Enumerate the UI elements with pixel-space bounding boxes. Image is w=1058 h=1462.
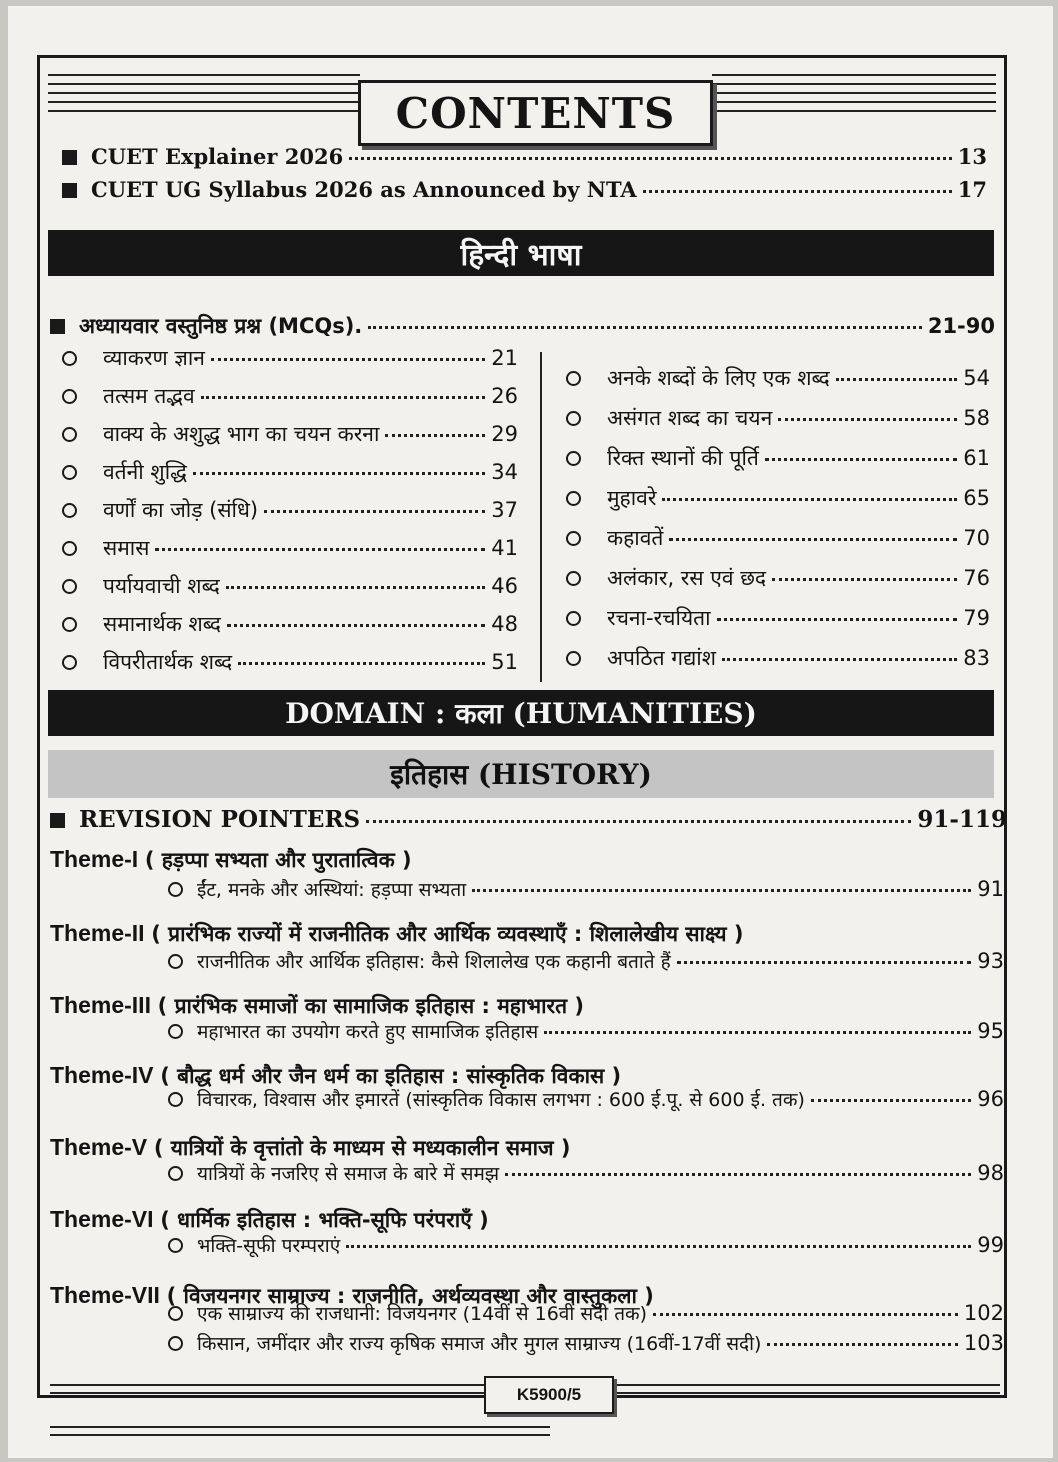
leader-dots: [767, 1343, 957, 1346]
toc-row-hindi-left-4[interactable]: [62, 458, 518, 486]
toc-label: एक साम्राज्य की राजधानी: विजयनगर (14वीं से 16वीं सदी तक): [197, 1303, 648, 1325]
section-band-domain: DOMAIN : कला (HUMANITIES): [48, 690, 994, 736]
toc-label: समानार्थक शब्द: [103, 612, 221, 636]
leader-dots: [653, 1313, 958, 1316]
toc-row-hindi-left-6[interactable]: [62, 534, 518, 562]
toc-page: 102: [963, 1301, 1004, 1325]
toc-row-hindi-right-5[interactable]: [566, 524, 990, 552]
leader-dots: [677, 961, 972, 964]
toc-row-cuet-explainer[interactable]: [62, 144, 987, 169]
circle-bullet-icon: [62, 427, 77, 442]
theme-title: ( विजयनगर साम्राज्य : राजनीति, अर्थव्यवस्था और वास्तुकला ): [166, 1284, 654, 1308]
header-rules-right: [712, 74, 996, 122]
toc-label: विचारक, विश्वास और इमारतें (सांस्कृतिक विकास लगभग : 600 ई.पू. से 600 ई. तक): [197, 1089, 805, 1111]
leader-dots: [662, 498, 957, 501]
toc-page: 79: [963, 606, 990, 630]
leader-dots: [472, 889, 971, 892]
toc-label: कहावतें: [607, 526, 664, 550]
circle-bullet-icon: [62, 579, 77, 594]
circle-bullet-icon: [62, 655, 77, 670]
toc-label: अनके शब्दों के लिए एक शब्द: [607, 366, 830, 390]
toc-row-hindi-left-8[interactable]: [62, 610, 518, 638]
toc-label: अध्यायवार वस्तुनिष्ठ प्रश्न (MCQs).: [79, 314, 363, 338]
theme-heading-6: [50, 1206, 489, 1234]
circle-bullet-icon: [168, 1024, 183, 1039]
toc-row-hindi-right-2[interactable]: [566, 404, 990, 432]
circle-bullet-icon: [62, 389, 77, 404]
toc-row-hindi-mcqs[interactable]: [50, 312, 995, 340]
circle-bullet-icon: [566, 571, 581, 586]
toc-page: 37: [491, 498, 518, 522]
circle-bullet-icon: [62, 541, 77, 556]
leader-dots: [264, 510, 485, 513]
toc-row-revision-pointers[interactable]: [50, 806, 1007, 833]
toc-page: 51: [491, 650, 518, 674]
toc-label: रिक्त स्थानों की पूर्ति: [607, 446, 759, 470]
toc-label: भक्ति-सूफी परम्पराएं: [197, 1235, 341, 1257]
circle-bullet-icon: [168, 954, 183, 969]
circle-bullet-icon: [566, 411, 581, 426]
toc-page: 103: [963, 1331, 1004, 1355]
toc-label: किसान, जमींदार और राज्य कृषिक समाज और मुगल साम्राज्य (16वीं-17वीं सदी): [197, 1333, 762, 1355]
toc-label: ईंट, मनके और अस्थियां: हड़प्पा सभ्यता: [197, 879, 467, 901]
toc-page: 41: [491, 536, 518, 560]
circle-bullet-icon: [566, 651, 581, 666]
circle-bullet-icon: [168, 1092, 183, 1107]
theme-title: ( बौद्ध धर्म और जैन धर्म का इतिहास : सांस्कृतिक विकास ): [160, 1064, 622, 1088]
toc-row-hindi-right-6[interactable]: [566, 564, 990, 592]
leader-dots: [505, 1173, 971, 1176]
section-band-hindi: हिन्दी भाषा: [48, 230, 994, 276]
toc-page: 93: [977, 949, 1004, 973]
leader-dots: [772, 578, 957, 581]
toc-page: 83: [963, 646, 990, 670]
toc-row-cuet-syllabus[interactable]: [62, 177, 987, 202]
section-band-history: इतिहास (HISTORY): [48, 750, 994, 798]
square-bullet-icon: [62, 183, 77, 198]
toc-row-hindi-left-3[interactable]: [62, 420, 518, 448]
toc-row-hindi-left-7[interactable]: [62, 572, 518, 600]
leader-dots: [346, 1245, 971, 1248]
toc-row-theme-7-item-1[interactable]: [168, 1300, 1004, 1326]
toc-label: CUET Explainer 2026: [91, 144, 344, 169]
toc-row-theme-2-item-1[interactable]: [168, 948, 1004, 974]
toc-row-theme-3-item-1[interactable]: [168, 1018, 1004, 1044]
circle-bullet-icon: [566, 531, 581, 546]
circle-bullet-icon: [62, 465, 77, 480]
circle-bullet-icon: [566, 611, 581, 626]
theme-title: ( यात्रियों के वृत्तांतो के माध्यम से मध्यकालीन समाज ): [153, 1136, 571, 1160]
leader-dots: [227, 624, 485, 627]
leader-dots: [211, 358, 485, 361]
toc-page: 96: [977, 1087, 1004, 1111]
toc-page: 98: [977, 1161, 1004, 1185]
leader-dots: [765, 458, 957, 461]
square-bullet-icon: [50, 319, 65, 334]
toc-row-theme-7-item-2[interactable]: [168, 1330, 1004, 1356]
toc-page: 99: [977, 1233, 1004, 1257]
toc-row-hindi-left-2[interactable]: [62, 382, 518, 410]
toc-label: रचना-रचयिता: [607, 606, 711, 630]
circle-bullet-icon: [566, 371, 581, 386]
toc-row-hindi-left-5[interactable]: [62, 496, 518, 524]
contents-title: CONTENTS: [358, 80, 713, 146]
theme-title: ( हड़प्पा सभ्यता और पुरातात्विक ): [144, 848, 412, 872]
toc-page: 70: [963, 526, 990, 550]
toc-label: समास: [103, 536, 150, 560]
leader-dots: [349, 157, 952, 160]
toc-row-theme-5-item-1[interactable]: [168, 1160, 1004, 1186]
theme-heading-3: [50, 992, 584, 1020]
footer-code: K5900/5: [484, 1376, 614, 1414]
toc-label: महाभारत का उपयोग करते हुए सामाजिक इतिहास: [197, 1021, 539, 1043]
leader-dots: [193, 472, 485, 475]
leader-dots: [238, 662, 485, 665]
leader-dots: [201, 396, 486, 399]
circle-bullet-icon: [62, 351, 77, 366]
toc-row-hindi-right-1[interactable]: [566, 364, 990, 392]
circle-bullet-icon: [168, 1336, 183, 1351]
toc-page: 13: [957, 144, 987, 169]
toc-label: अलंकार, रस एवं छद: [607, 566, 767, 590]
toc-label: वर्णों का जोड़ (संधि): [103, 498, 259, 522]
toc-row-theme-4-item-1[interactable]: [168, 1086, 1004, 1112]
toc-page: 46: [491, 574, 518, 598]
header-rules-left: [48, 74, 360, 122]
toc-label: मुहावरे: [607, 486, 657, 510]
leader-dots: [722, 658, 957, 661]
theme-title: ( प्रारंभिक समाजों का सामाजिक इतिहास : महाभारत ): [157, 994, 585, 1018]
theme-heading-2: [50, 920, 743, 948]
toc-label: अपठित गद्यांश: [607, 646, 717, 670]
toc-page: 26: [491, 384, 518, 408]
theme-name: Theme-V: [50, 1134, 148, 1160]
footer-rule: [50, 1434, 550, 1436]
toc-row-hindi-right-3[interactable]: [566, 444, 990, 472]
toc-page: 17: [957, 177, 987, 202]
circle-bullet-icon: [168, 1306, 183, 1321]
circle-bullet-icon: [168, 1166, 183, 1181]
toc-row-hindi-left-1[interactable]: [62, 344, 518, 372]
leader-dots: [226, 586, 486, 589]
theme-name: Theme-II: [50, 920, 145, 946]
toc-page: 76: [963, 566, 990, 590]
toc-label: राजनीतिक और आर्थिक इतिहास: कैसे शिलालेख एक कहानी बताते हैं: [197, 951, 671, 973]
toc-page: 91: [977, 877, 1004, 901]
circle-bullet-icon: [566, 491, 581, 506]
leader-dots: [778, 418, 957, 421]
toc-page: 58: [963, 406, 990, 430]
circle-bullet-icon: [566, 451, 581, 466]
theme-name: Theme-VII: [50, 1282, 160, 1308]
toc-page: 54: [963, 366, 990, 390]
toc-page: 91-119: [917, 806, 1007, 833]
toc-page: 48: [491, 612, 518, 636]
square-bullet-icon: [50, 813, 65, 828]
leader-dots: [811, 1099, 971, 1102]
toc-page: 95: [977, 1019, 1004, 1043]
toc-page: 21: [491, 346, 518, 370]
toc-label: तत्सम तद्भव: [103, 384, 195, 408]
toc-label: वर्तनी शुद्धि: [103, 460, 187, 484]
footer-rule: [50, 1426, 550, 1428]
circle-bullet-icon: [62, 503, 77, 518]
toc-label: यात्रियों के नजरिए से समाज के बारे में समझ: [197, 1163, 500, 1185]
leader-dots: [544, 1031, 971, 1034]
theme-heading-1: [50, 846, 412, 874]
toc-page: 65: [963, 486, 990, 510]
toc-label: विपरीतार्थक शब्द: [103, 650, 233, 674]
leader-dots: [717, 618, 958, 621]
leader-dots: [836, 378, 958, 381]
toc-label: व्याकरण ज्ञान: [103, 346, 205, 370]
toc-label: CUET UG Syllabus 2026 as Announced by NTA: [91, 177, 637, 202]
theme-name: Theme-III: [50, 992, 151, 1018]
leader-dots: [366, 820, 911, 823]
leader-dots: [385, 434, 485, 437]
leader-dots: [643, 190, 952, 193]
circle-bullet-icon: [168, 882, 183, 897]
theme-heading-5: [50, 1134, 571, 1162]
theme-name: Theme-IV: [50, 1062, 154, 1088]
toc-label: REVISION POINTERS: [79, 806, 361, 833]
theme-title: ( धार्मिक इतिहास : भक्ति-सूफि परंपराएँ ): [160, 1208, 489, 1232]
toc-label: पर्यायवाची शब्द: [103, 574, 220, 598]
leader-dots: [368, 326, 922, 329]
toc-page: 61: [963, 446, 990, 470]
toc-page: 21-90: [927, 314, 995, 338]
theme-name: Theme-I: [50, 846, 139, 872]
column-divider: [540, 352, 542, 682]
theme-name: Theme-VI: [50, 1206, 154, 1232]
toc-page: 34: [491, 460, 518, 484]
toc-label: असंगत शब्द का चयन: [607, 406, 773, 430]
toc-label: वाक्य के अशुद्ध भाग का चयन करना: [103, 422, 380, 446]
toc-row-hindi-right-7[interactable]: [566, 604, 990, 632]
toc-row-hindi-right-4[interactable]: [566, 484, 990, 512]
circle-bullet-icon: [168, 1238, 183, 1253]
toc-page: 29: [491, 422, 518, 446]
toc-row-hindi-left-9[interactable]: [62, 648, 518, 676]
square-bullet-icon: [62, 150, 77, 165]
leader-dots: [669, 538, 957, 541]
leader-dots: [155, 548, 485, 551]
theme-title: ( प्रारंभिक राज्यों में राजनीतिक और आर्थिक व्यवस्थाएँ : शिलालेखीय साक्ष्य ): [151, 922, 744, 946]
toc-row-theme-6-item-1[interactable]: [168, 1232, 1004, 1258]
toc-row-theme-1-item-1[interactable]: [168, 876, 1004, 902]
circle-bullet-icon: [62, 617, 77, 632]
toc-row-hindi-right-8[interactable]: [566, 644, 990, 672]
